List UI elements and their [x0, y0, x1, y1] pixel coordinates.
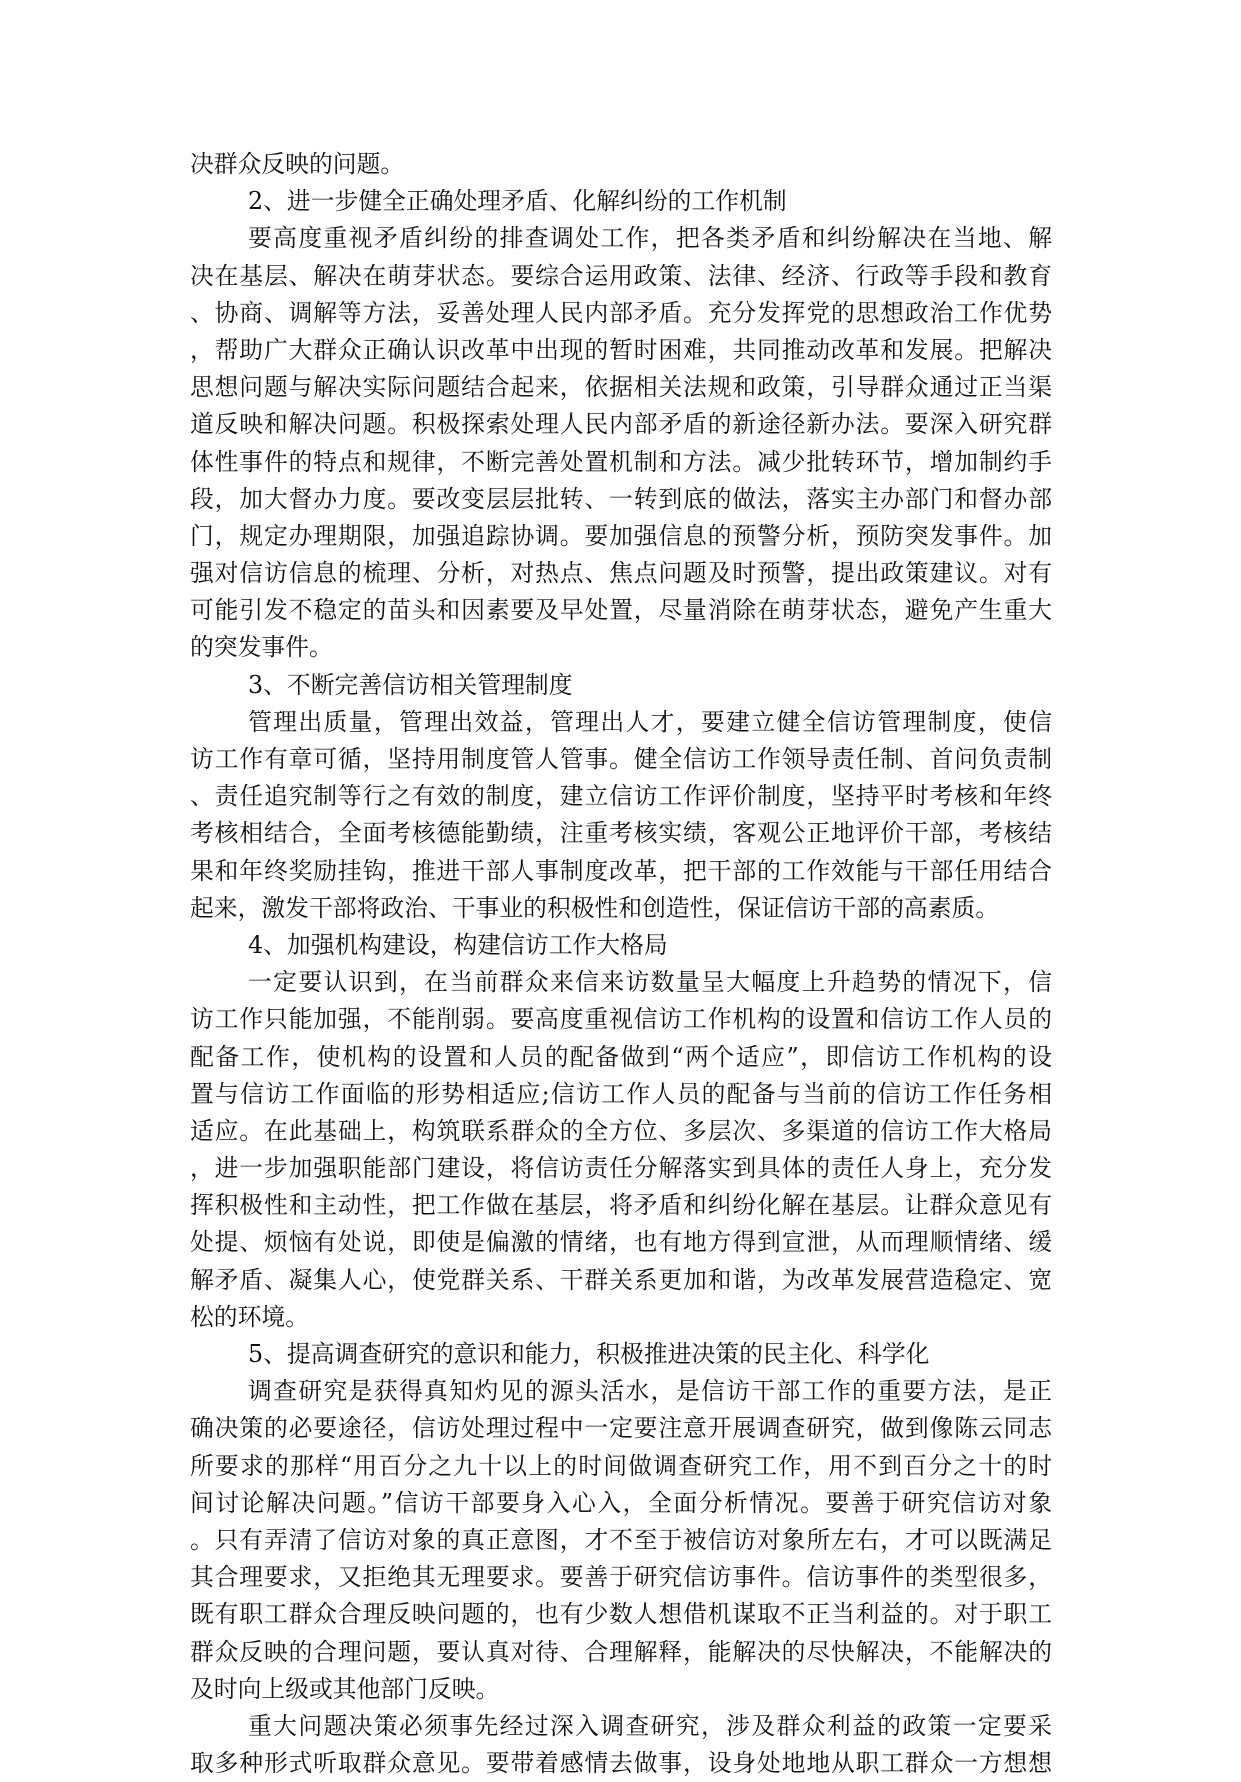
text-line: 。只有弄清了信访对象的真正意图，才不至于被信访对象所左右，才可以既满足: [190, 1525, 1052, 1554]
text-line: ，进一步加强职能部门建设，将信访责任分解落实到具体的责任人身上，充分发: [190, 1154, 1052, 1183]
text-line: 所要求的那样“用百分之九十以上的时间做调查研究工作，用不到百分之十的时: [190, 1451, 1052, 1480]
text-line: 体性事件的特点和规律，不断完善处置机制和方法。减少批转环节，增加制约手: [190, 447, 1052, 476]
text-line: 门，规定办理期限，加强追踪协调。要加强信息的预警分析，预防突发事件。加: [190, 521, 1052, 550]
text-line: 及时向上级或其他部门反映。: [190, 1674, 500, 1703]
text-line: 其合理要求，又拒绝其无理要求。要善于研究信访事件。信访事件的类型很多，: [190, 1563, 1052, 1592]
text-line: 间讨论解决问题。”信访干部要身入心入，全面分析情况。要善于研究信访对象: [190, 1488, 1052, 1517]
text-line: 、协商、调解等方法，妥善处理人民内部矛盾。充分发挥党的思想政治工作优势: [190, 298, 1052, 327]
document-page: [190, 146, 1052, 1782]
text-line: 思想问题与解决实际问题结合起来，依据相关法规和政策，引导群众通过正当渠: [190, 373, 1052, 402]
section-heading: 4、加强机构建设，构建信访工作大格局: [248, 930, 668, 959]
text-line: 取多种形式听取群众意见。要带着感情去做事，设身处地地从职工群众一方想想: [190, 1749, 1052, 1778]
text-line: 松的环境。: [190, 1302, 309, 1331]
section-heading: 2、进一步健全正确处理矛盾、化解纠纷的工作机制: [248, 187, 787, 216]
text-line: ，帮助广大群众正确认识改革中出现的暂时困难，共同推动改革和发展。把解决: [190, 335, 1052, 364]
text-line: 考核相结合，全面考核德能勤绩，注重考核实绩，客观公正地评价干部，考核结: [190, 819, 1052, 848]
text-line: 访工作只能加强，不能削弱。要高度重视信访工作机构的设置和信访工作人员的: [190, 1005, 1052, 1034]
text-line: 段，加大督办力度。要改变层层批转、一转到底的做法，落实主办部门和督办部: [190, 484, 1052, 513]
text-line: 起来，激发干部将政治、干事业的积极性和创造性，保证信访干部的高素质。: [190, 893, 1000, 922]
text-line: 道反映和解决问题。积极探索处理人民内部矛盾的新途径新办法。要深入研究群: [190, 410, 1052, 439]
text-line: 一定要认识到，在当前群众来信来访数量呈大幅度上升趋势的情况下，信: [248, 968, 1052, 997]
text-line: 决在基层、解决在萌芽状态。要综合运用政策、法律、经济、行政等手段和教育: [190, 261, 1052, 290]
section-heading: 5、提高调查研究的意识和能力，积极推进决策的民主化、科学化: [248, 1340, 930, 1368]
text-line: 强对信访信息的梳理、分析，对热点、焦点问题及时预警，提出政策建议。对有: [190, 559, 1052, 588]
text-line: 决群众反映的问题。: [190, 150, 405, 178]
text-line: 群众反映的合理问题，要认真对待、合理解释，能解决的尽快解决，不能解决的: [190, 1637, 1052, 1666]
text-line: 的突发事件。: [190, 633, 333, 662]
text-line: 可能引发不稳定的苗头和因素要及早处置，尽量消除在萌芽状态，避免产生重大: [190, 596, 1052, 625]
text-line: 挥积极性和主动性，把工作做在基层，将矛盾和纠纷化解在基层。让群众意见有: [190, 1191, 1052, 1220]
text-line: 重大问题决策必须事先经过深入调查研究，涉及群众利益的政策一定要采: [248, 1711, 1052, 1740]
text-line: 调查研究是获得真知灼见的源头活水，是信访干部工作的重要方法，是正: [248, 1377, 1052, 1406]
section-heading: 3、不断完善信访相关管理制度: [248, 670, 573, 699]
text-line: 要高度重视矛盾纠纷的排查调处工作，把各类矛盾和纠纷解决在当地、解: [248, 224, 1052, 253]
text-line: 确决策的必要途径，信访处理过程中一定要注意开展调查研究，做到像陈云同志: [190, 1414, 1052, 1443]
text-line: 果和年终奖励挂钩，推进干部人事制度改革，把干部的工作效能与干部任用结合: [190, 856, 1052, 885]
text-line: 适应。在此基础上，构筑联系群众的全方位、多层次、多渠道的信访工作大格局: [190, 1116, 1052, 1145]
text-line: 处提、烦恼有处说，即使是偏激的情绪，也有地方得到宣泄，从而理顺情绪、缓: [190, 1228, 1052, 1257]
text-line: 、责任追究制等行之有效的制度，建立信访工作评价制度，坚持平时考核和年终: [190, 782, 1052, 811]
text-line: 管理出质量，管理出效益，管理出人才，要建立健全信访管理制度，使信: [248, 707, 1052, 736]
text-line: 置与信访工作面临的形势相适应;信访工作人员的配备与当前的信访工作任务相: [190, 1079, 1052, 1108]
text-line: 既有职工群众合理反映问题的，也有少数人想借机谋取不正当利益的。对于职工: [190, 1600, 1052, 1629]
text-line: 解矛盾、凝集人心，使党群关系、干群关系更加和谐，为改革发展营造稳定、宽: [190, 1265, 1052, 1294]
text-line: 访工作有章可循，坚持用制度管人管事。健全信访工作领导责任制、首问负责制: [190, 745, 1052, 773]
text-line: 配备工作，使机构的设置和人员的配备做到“两个适应”，即信访工作机构的设: [190, 1042, 1052, 1071]
